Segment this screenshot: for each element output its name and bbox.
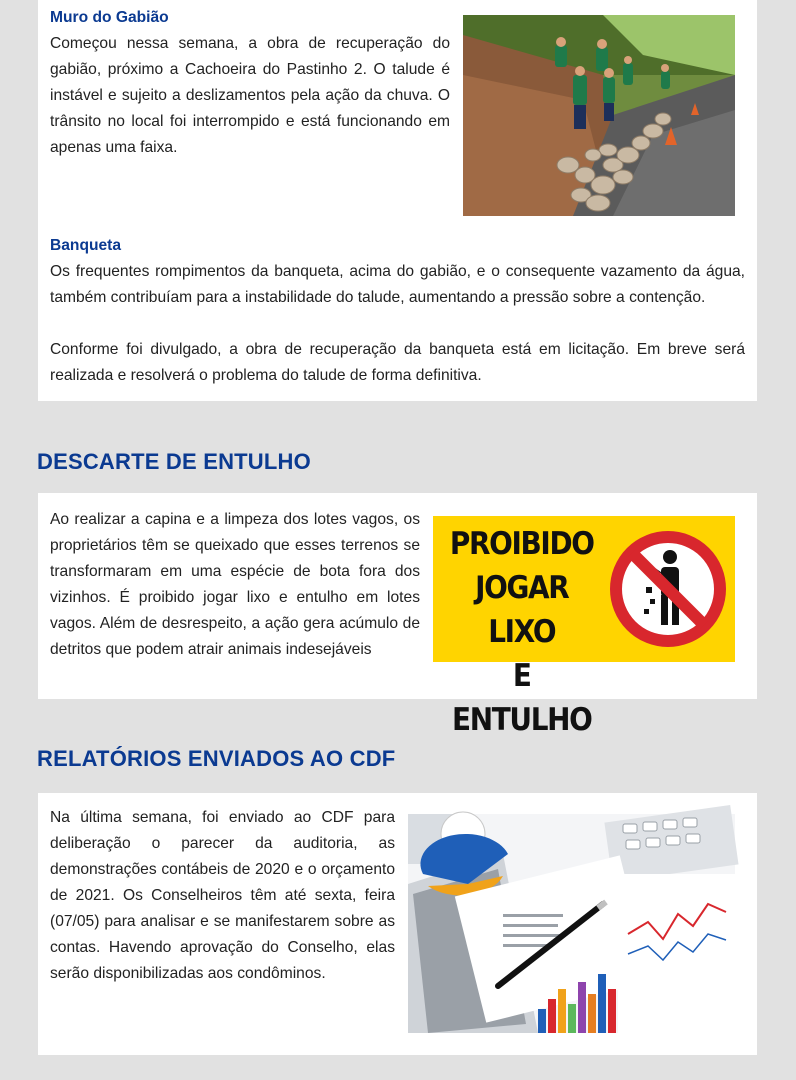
sign-line-1: PROIBIDO xyxy=(449,526,594,562)
banqueta-text-2: Conforme foi divulgado, a obra de recuperação da banqueta está em licitação. Em breve será realizada e resolverá o problema do talude de forma definitiva. xyxy=(50,341,745,384)
banqueta-text-1: Os frequentes rompimentos da banqueta, acima do gabião, e o consequente vazamento da água, também contribuíam para a instabilidade do talude, aumentando a pressão sobre a contenção. xyxy=(50,263,745,306)
no-littering-icon xyxy=(608,529,728,649)
gabiao-photo xyxy=(463,15,735,216)
sign-text xyxy=(443,522,601,742)
proibido-sign xyxy=(433,516,735,738)
descarte-title: DESCARTE DE ENTULHO xyxy=(37,449,311,474)
obras-card xyxy=(38,0,757,401)
sign-line-2: JOGAR LIXO xyxy=(475,570,569,650)
descarte-card xyxy=(38,493,757,738)
sign-line-3: E ENTULHO xyxy=(452,658,592,738)
relatorios-card xyxy=(38,793,757,1055)
banqueta-heading: Banqueta xyxy=(50,237,122,254)
financial-reports-photo xyxy=(408,814,735,1033)
muro-text: Começou nessa semana, a obra de recuperação do gabião, próximo a Cachoeira do Pastinho 2. O talude é instável e sujeito a deslizamentos pela ação da chuva. O trânsito no local foi interrompido e está funcionando em apenas uma faixa. xyxy=(50,35,450,156)
relatorios-text: Na última semana, foi enviado ao CDF para deliberação o parecer da auditoria, as demonstrações contábeis de 2020 e o orçamento de 2021. Os Conselheiros têm até sexta, feira (07/05) para analisar e se manifestarem sobre as contas. Havendo aprovação do Conselho, elas serão disponibilizadas aos condôminos. xyxy=(50,809,395,982)
relatorios-title: RELATÓRIOS ENVIADOS AO CDF xyxy=(37,746,396,771)
muro-heading: Muro do Gabião xyxy=(50,9,169,26)
descarte-text: Ao realizar a capina e a limpeza dos lotes vagos, os proprietários têm se queixado que esses terrenos se transformaram em uma espécie de bota fora dos vizinhos. É proibido jogar lixo e entulho em lotes vagos. Além de desrespeito, a ação gera acúmulo de detritos que podem atrair animais indesejáveis xyxy=(50,511,420,658)
